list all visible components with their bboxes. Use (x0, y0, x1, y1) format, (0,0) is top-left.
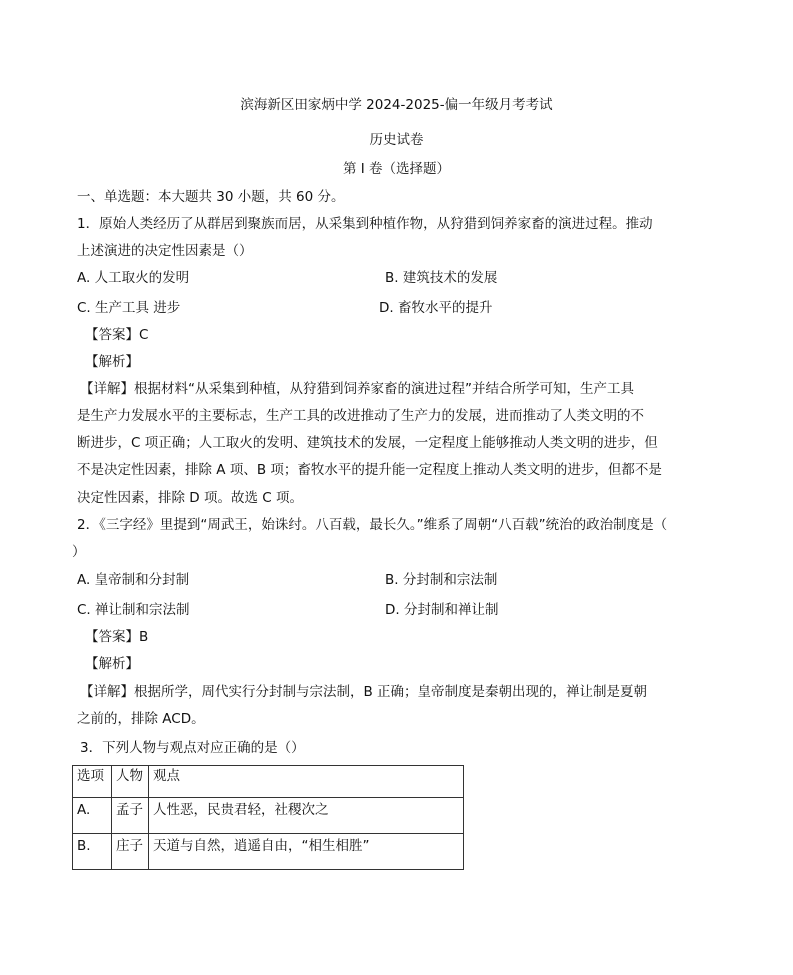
q1-analysis-label: 【解析】 (85, 354, 139, 370)
q1-stem-line1: 1．原始人类经历了从群居到聚族而居，从采集到种植作物，从狩猎到饲养家畜的演进过程。推动 (77, 216, 653, 232)
q1-option-d: D. 畜牧水平的提升 (379, 300, 493, 316)
table-header-cell: 观点 (149, 766, 464, 798)
q1-answer: 【答案】C (85, 327, 149, 343)
table-header-row (73, 766, 464, 798)
table-row (73, 834, 464, 870)
table-cell: 孟子 (112, 798, 149, 834)
q1-detail-line1: 【详解】根据材料“从采集到种植，从狩猎到饲养家畜的演进过程”并结合所学可知，生产工具 (80, 381, 634, 397)
q1-option-c: C. 生产工具 进步 (77, 300, 181, 316)
q3-stem: 3．下列人物与观点对应正确的是（） (80, 740, 305, 756)
exam-title: 滨海新区田家炳中学 2024-2025-偏一年级月考考试 (240, 97, 553, 113)
q1-detail-line3: 断进步，C 项正确；人工取火的发明、建筑技术的发展，一定程度上能够推动人类文明的进步，但 (77, 435, 658, 451)
exam-subject: 历史试卷 (369, 132, 424, 148)
q2-stem-line1: 2．《三字经》里提到“周武王，始诛纣。八百载，最长久。”维系了周朝“八百载”统治的政治制度是（ (77, 517, 668, 533)
q1-stem-line2: 上述演进的决定性因素是（） (77, 243, 253, 259)
section-heading: 一、单选题：本大题共 30 小题，共 60 分。 (77, 189, 345, 205)
volume-heading: 第 I 卷（选择题） (342, 161, 451, 177)
q1-option-a: A. 人工取火的发明 (77, 270, 190, 286)
q2-option-a: A. 皇帝制和分封制 (77, 572, 190, 588)
q2-stem-line2: ） (72, 544, 86, 560)
q2-analysis-label: 【解析】 (85, 656, 139, 672)
q2-option-d: D. 分封制和禅让制 (385, 602, 499, 618)
table-cell: 天道与自然，逍遥自由，“相生相胜” (149, 834, 464, 870)
q2-answer: 【答案】B (85, 629, 149, 645)
table-header-cell: 选项 (73, 766, 112, 798)
table-cell: 人性恶，民贵君轻，社稷次之 (149, 798, 464, 834)
q2-option-b: B. 分封制和宗法制 (385, 572, 498, 588)
q1-detail-line2: 是生产力发展水平的主要标志，生产工具的改进推动了生产力的发展，进而推动了人类文明的不 (77, 408, 644, 424)
q2-detail-line1: 【详解】根据所学，周代实行分封制与宗法制，B 正确；皇帝制度是秦朝出现的，禅让制是夏朝 (80, 684, 648, 700)
q1-detail-line5: 决定性因素，排除 D 项。故选 C 项。 (77, 490, 303, 506)
table-cell: B. (73, 834, 112, 870)
table-row (73, 798, 464, 834)
q2-option-c: C. 禅让制和宗法制 (77, 602, 190, 618)
q1-option-b: B. 建筑技术的发展 (385, 270, 498, 286)
q2-detail-line2: 之前的，排除 ACD。 (77, 711, 205, 727)
table-header-cell: 人物 (112, 766, 149, 798)
q3-options-table (72, 765, 464, 870)
q1-detail-line4: 不是决定性因素，排除 A 项、B 项；畜牧水平的提升能一定程度上推动人类文明的进步，但都不是 (77, 462, 662, 478)
table-cell: A. (73, 798, 112, 834)
table-cell: 庄子 (112, 834, 149, 870)
